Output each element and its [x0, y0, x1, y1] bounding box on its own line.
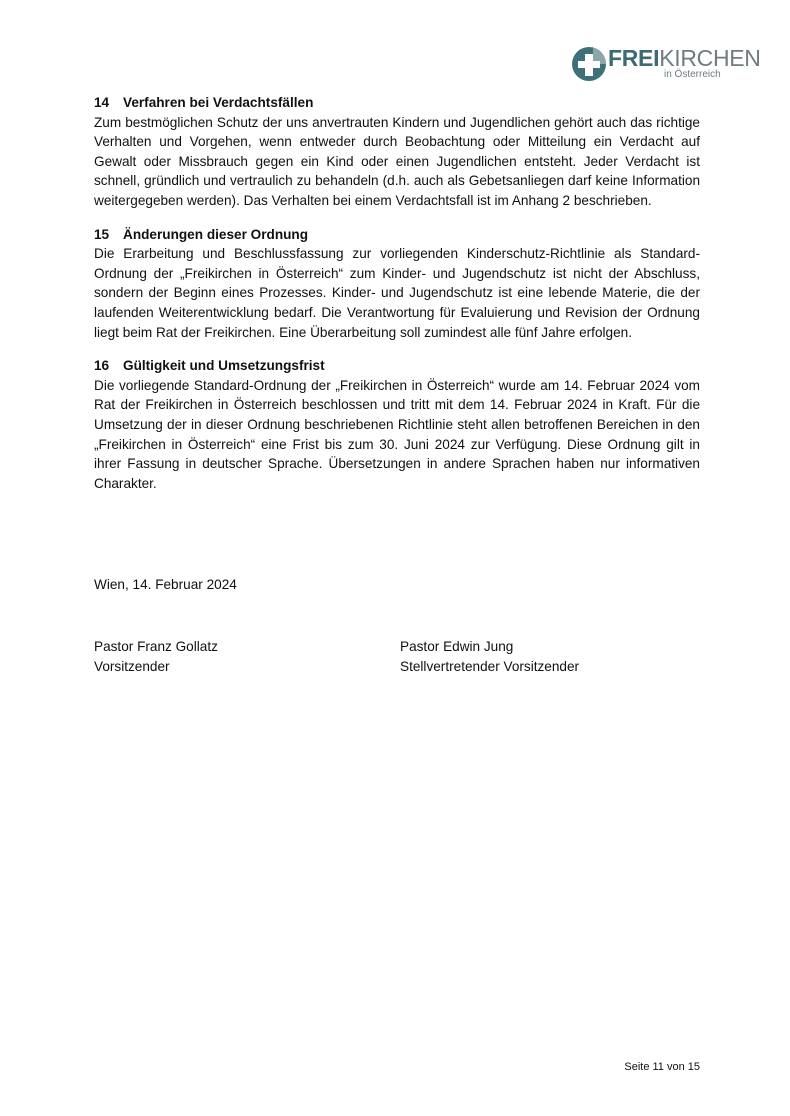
section-number: 15 — [94, 226, 110, 242]
section-15 — [94, 225, 700, 343]
signature-left — [94, 637, 218, 676]
logo-wordmark: FREIKIRCHEN — [608, 45, 761, 71]
section-number: 16 — [94, 358, 110, 374]
page-number: Seite 11 von 15 — [624, 1061, 700, 1073]
cross-circle-logo-icon — [571, 46, 607, 82]
section-number: 14 — [94, 95, 110, 110]
signatory-role: Vorsitzender — [94, 658, 170, 674]
section-body: Zum bestmöglichen Schutz der uns anvertrauten Kindern und Jugendlichen gehört auch das richtige Verhalten und Vorgehen, wenn entweder durch Beobachtung oder Mitteilung ein Verdacht auf Gewalt oder Missbrauch gegen ein Kind oder einen Jugendlichen entsteht. Jeder Verdacht ist schnell, gründlich und vertraulich zu behandeln (d.h. auch als Gebetsanliegen darf keine Information weitergegeben werden). Das Verhalten bei einem Verdachtsfall ist im Anhang 2 beschrieben. — [94, 114, 700, 208]
freikirchen-logo — [571, 44, 763, 84]
signatory-name: Pastor Edwin Jung — [400, 639, 514, 654]
signatory-role: Stellvertretender Vorsitzender — [400, 658, 580, 674]
section-body: Die vorliegende Standard-Ordnung der „Freikirchen in Österreich“ wurde am 14. Februar 2024 vom Rat der Freikirchen in Österreich beschlossen und tritt mit dem 14. Februar 2024 in Kraft. Für die Umsetzung der in dieser Ordnung beschriebenen Richtlinie steht allen betroffenen Bereichen in den „Freikirchen in Österreich“ eine Frist bis zum 30. Juni 2024 zur Verfügung. Diese Ordnung gilt in ihrer Fassung in deutscher Sprache. Übersetzungen in andere Sprachen haben nur informativen Charakter. — [94, 377, 700, 491]
signatory-name: Pastor Franz Gollatz — [94, 639, 218, 654]
document-body — [94, 93, 700, 507]
logo-subtitle: in Österreich — [664, 69, 721, 80]
section-heading — [94, 225, 700, 245]
section-heading — [94, 356, 700, 376]
section-heading — [94, 93, 700, 113]
section-title: Änderungen dieser Ordnung — [123, 226, 309, 242]
section-title: Verfahren bei Verdachtsfällen — [123, 95, 314, 110]
section-16 — [94, 356, 700, 493]
place-date: Wien, 14. Februar 2024 — [94, 577, 237, 592]
section-body: Die Erarbeitung und Beschlussfassung zur vorliegenden Kinderschutz-Richtlinie als Standard-Ordnung der „Freikirchen in Österreich“ zum Kinder- und Jugendschutz ist nicht der Abschluss, sondern der Beginn eines Prozesses. Kinder- und Jugendschutz ist eine lebende Materie, die der laufenden Weiterentwicklung bedarf. Die Verantwortung für Evaluierung und Revision der Ordnung liegt beim Rat der Freikirchen. Eine Überarbeitung soll zumindest alle fünf Jahre erfolgen. — [94, 246, 700, 340]
signature-right — [400, 637, 579, 676]
section-title: Gültigkeit und Umsetzungsfrist — [123, 358, 325, 374]
section-14 — [94, 93, 700, 211]
